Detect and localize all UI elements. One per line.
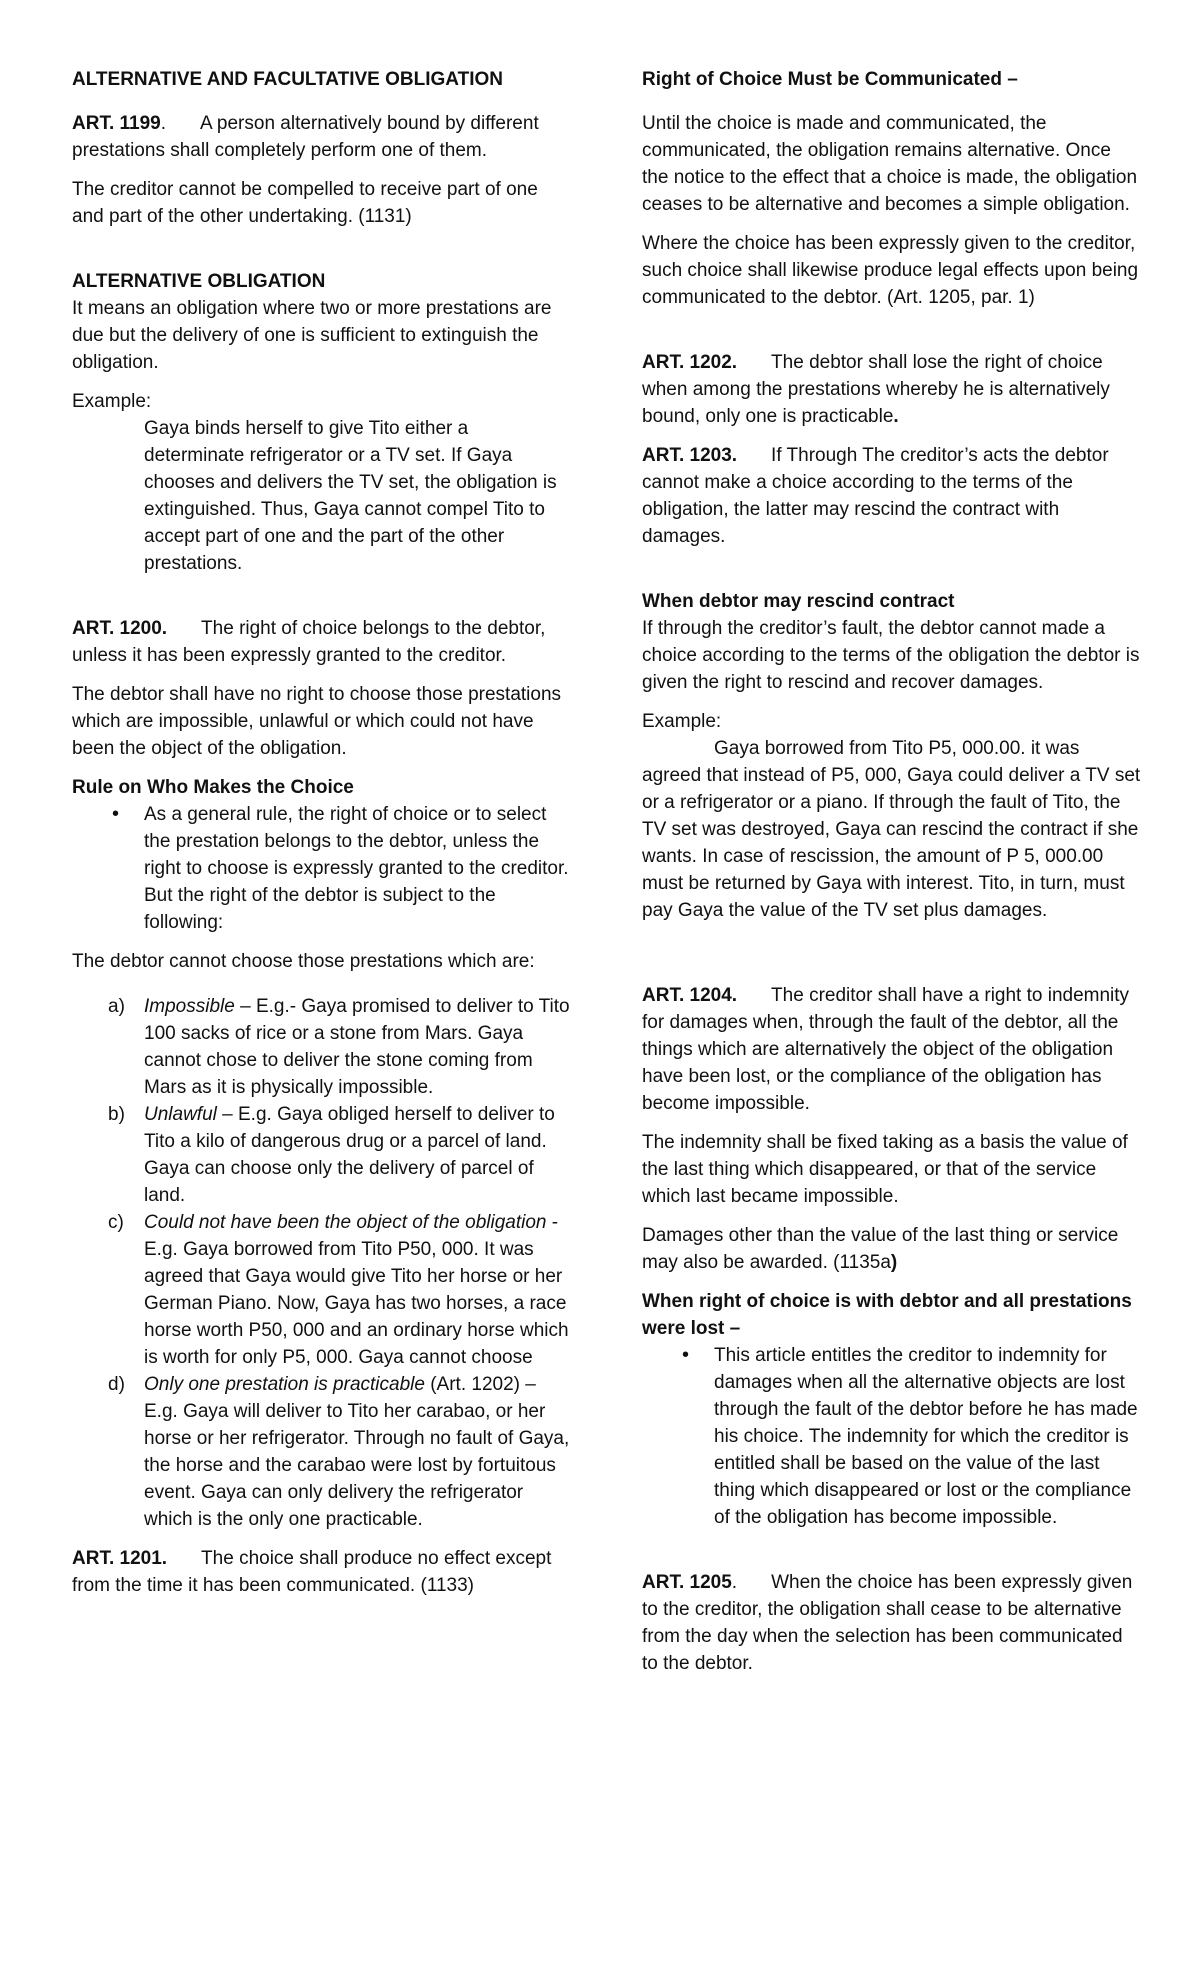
- art-1199-paragraph: ART. 1199. A person alternatively bound by different prestations shall completely perform one of them.: [72, 113, 539, 161]
- art-1201-text: The choice shall produce no effect except from the time it has been communicated. (1133): [72, 1548, 552, 1596]
- lost-list: [642, 1342, 1142, 1531]
- art-1202-text: The debtor shall lose the right of choice when among the prestations whereby he is alternatively bound, only one is practicable: [642, 352, 1110, 427]
- communicated-heading: Right of Choice Must be Communicated –: [642, 69, 1018, 90]
- cannot-choose-text: The debtor cannot choose those prestations which are:: [72, 951, 535, 972]
- list-item: a) Impossible – E.g.- Gaya promised to deliver to Tito 100 sacks of rice or a stone from Mars. Gaya cannot chose to deliver the stone coming from Mars as it is physically impossible.: [108, 996, 570, 1098]
- alternative-obligation-heading: ALTERNATIVE OBLIGATION: [72, 271, 326, 292]
- art-1204-paragraph-2: The indemnity shall be fixed taking as a basis the value of the last thing which disappeared, or that of the service which last became impossible.: [642, 1132, 1128, 1207]
- alternative-obligation-definition: It means an obligation where two or more prestations are due but the delivery of one is sufficient to extinguish the obligation.: [72, 298, 552, 373]
- art-1203-number: ART. 1203.: [642, 445, 738, 466]
- art-1199-paragraph-2: The creditor cannot be compelled to receive part of one and part of the other undertaking. (1131): [72, 179, 538, 227]
- list-item: b) Unlawful – E.g. Gaya obliged herself to deliver to Tito a kilo of dangerous drug or a parcel of land. Gaya can choose only the delivery of parcel of land.: [108, 1104, 555, 1206]
- rule-heading: Rule on Who Makes the Choice: [72, 777, 354, 798]
- list-item: d) Only one prestation is practicable (Art. 1202) – E.g. Gaya will deliver to Tito her carabao, or her horse or her refrigerator. Through no fault of Gaya, the horse and the carabao were lost by fortuitous event. Gaya can only delivery the refrigerator which is the only one practicable.: [108, 1374, 570, 1530]
- lost-heading: When right of choice is with debtor and all prestations were lost –: [642, 1291, 1132, 1339]
- rescind-text: If through the creditor’s fault, the debtor cannot made a choice according to the terms of the obligation the debtor is given the right to rescind and recover damages.: [642, 618, 1140, 693]
- document-title: ALTERNATIVE AND FACULTATIVE OBLIGATION: [72, 69, 503, 90]
- art-1204-paragraph-3: Damages other than the value of the last thing or service may also be awarded. (1135a): [642, 1225, 1119, 1273]
- art-1202-number: ART. 1202.: [642, 352, 738, 373]
- right-column: [642, 66, 1142, 1689]
- rule-bullet-item: • As a general rule, the right of choice or to select the prestation belongs to the debtor, unless the right to choose is expressly granted to the creditor. But the right of the debtor is subject to the following:: [72, 801, 572, 936]
- communicated-text-2: Where the choice has been expressly given to the creditor, such choice shall likewise produce legal effects upon being communicated to the debtor. (Art. 1205, par. 1): [642, 233, 1139, 308]
- art-1201-paragraph: [72, 1545, 572, 1599]
- art-1205-paragraph: ART. 1205. When the choice has been expressly given to the creditor, the obligation shall cease to be alternative from the day when the selection has been communicated to the debtor.: [642, 1572, 1133, 1674]
- rescind-heading: When debtor may rescind contract: [642, 591, 955, 612]
- art-1205-text: When the choice has been expressly given to the creditor, the obligation shall cease to be alternative from the day when the selection has been communicated to the debtor.: [642, 1572, 1133, 1674]
- example-text: Gaya borrowed from Tito P5, 000.00. it was agreed that instead of P5, 000, Gaya could deliver a TV set or a refrigerator or a piano. If through the fault of Tito, the TV set was destroyed, Gaya can rescind the contract if she wants. In case of rescission, the amount of P 5, 000.00 must be returned by Gaya with interest. Tito, in turn, must pay Gaya the value of the TV set plus damages.: [642, 738, 1141, 921]
- art-1204-text: The creditor shall have a right to indemnity for damages when, through the fault of the debtor, all the things which are alternatively the object of the obligation have been lost, or the compliance of the obligation has become impossible.: [642, 985, 1130, 1114]
- example-label: Example:: [72, 391, 152, 412]
- left-column: [72, 66, 572, 1611]
- art-1200-paragraph-2: The debtor shall have no right to choose those prestations which are impossible, unlawful or which could not have been the object of the obligation.: [72, 684, 562, 759]
- art-1199-text: A person alternatively bound by different prestations shall completely perform one of them.: [72, 113, 539, 161]
- art-1200-paragraph: [72, 615, 572, 669]
- art-1200-number: ART. 1200.: [72, 618, 168, 639]
- art-1205-number: ART. 1205: [642, 1572, 732, 1593]
- art-1203-paragraph: [642, 442, 1142, 550]
- lost-bullet-item: • This article entitles the creditor to indemnity for damages when all the alternative objects are lost through the fault of the debtor before he has made his choice. The indemnity for which the creditor is entitled shall be based on the value of the last thing which disappeared or lost or the compliance of the obligation has become impossible.: [642, 1342, 1142, 1531]
- communicated-text: Until the choice is made and communicated, the communicated, the obligation remains alternative. Once the notice to the effect that a choice is made, the obligation ceases to be alternative and becomes a simple obligation.: [642, 113, 1138, 215]
- art-1204-number: ART. 1204.: [642, 985, 738, 1006]
- list-item: c) Could not have been the object of the obligation - E.g. Gaya borrowed from Tito P50, 000. It was agreed that Gaya would give Tito her horse or her German Piano. Now, Gaya has two horses, a race horse worth P50, 000 and an ordinary horse which is worth for only P5, 000. Gaya cannot choose: [108, 1212, 569, 1368]
- example-text: Gaya binds herself to give Tito either a determinate refrigerator or a TV set. If Gaya chooses and delivers the TV set, the obligation is extinguished. Thus, Gaya cannot compel Tito to accept part of one and the part of the other prestations.: [144, 418, 557, 574]
- art-1201-number: ART. 1201.: [72, 1548, 168, 1569]
- art-1199-number: ART. 1199: [72, 113, 161, 134]
- art-1202-paragraph: ART. 1202. The debtor shall lose the right of choice when among the prestations whereby he is alternatively bound, only one is practicable.: [642, 352, 1110, 427]
- art-1204-paragraph: [642, 982, 1142, 1117]
- rule-list: [72, 801, 572, 936]
- art-1203-text: If Through The creditor’s acts the debtor cannot make a choice according to the terms of the obligation, the latter may rescind the contract with damages.: [642, 445, 1109, 547]
- prestation-list: [72, 993, 572, 1533]
- art-1200-text: The right of choice belongs to the debtor, unless it has been expressly granted to the creditor.: [72, 618, 546, 666]
- example-label: Example:: [642, 711, 722, 732]
